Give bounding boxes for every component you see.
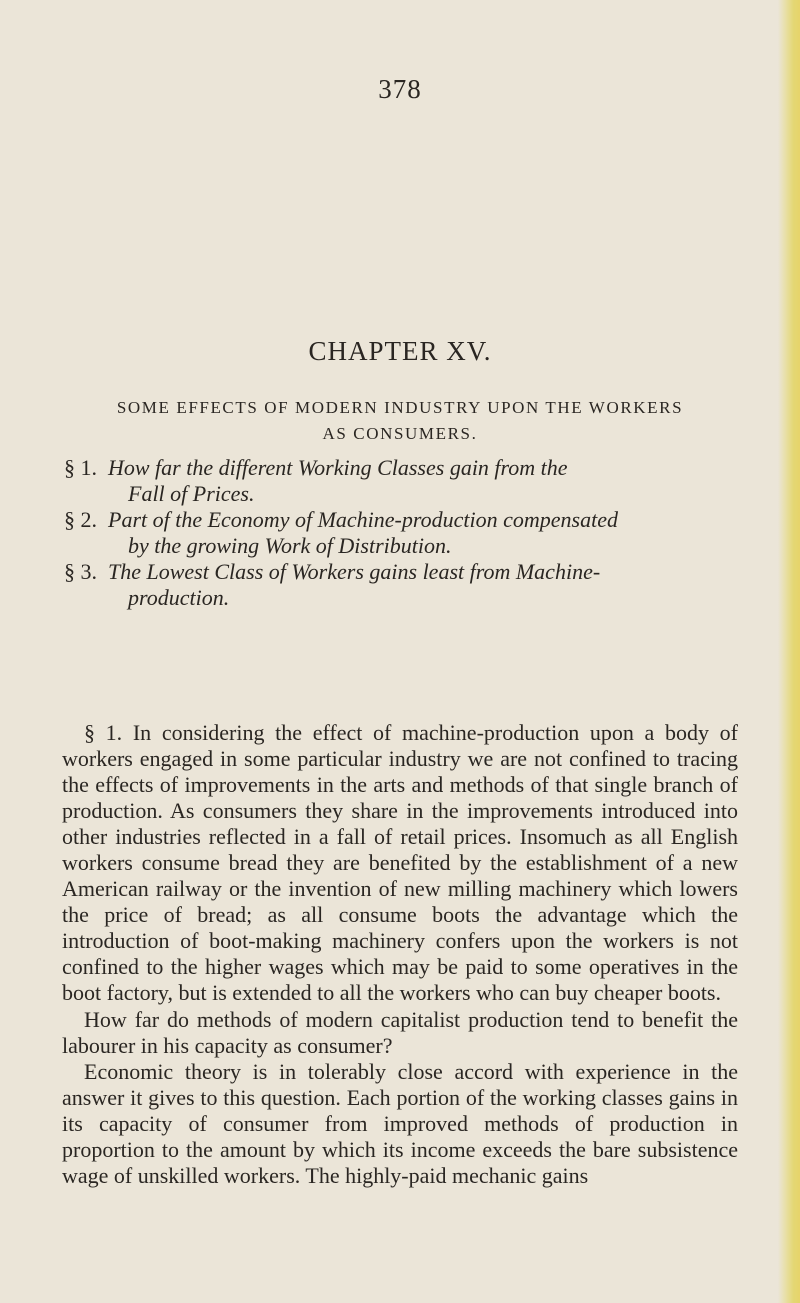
body-text — [62, 720, 738, 1189]
chapter-subtitle-line: SOME EFFECTS OF MODERN INDUSTRY UPON THE WORKERS — [116, 398, 684, 417]
synopsis-line: Part of the Economy of Machine-production compensated — [108, 507, 618, 532]
paragraph: § 1. In considering the effect of machine-production upon a body of workers engaged in some particular industry we are not confined to tracing the effects of improvements in the arts and methods of that single branch of production. As consumers they share in the improvements introduced into other industries reflected in a fall of retail prices. Insomuch as all English workers consume bread they are benefited by the establishment of a new American railway or the invention of new milling machinery which lowers the price of bread; as all consume boots the advantage which the introduction of boot-making machinery confers upon the workers is not confined to the higher wages which may be paid to some operatives in the boot factory, but is extended to all the workers who can buy cheaper boots. — [62, 720, 738, 1006]
synopsis-line: by the growing Work of Distribution. — [128, 533, 452, 558]
synopsis-text — [108, 559, 764, 611]
section-mark: § 2. — [64, 507, 97, 532]
paragraph: Economic theory is in tolerably close accord with experience in the answer it gives to this question. Each portion of the working classes gains in its capacity of consumer from improved methods of production in proportion to the amount by which its income exceeds the bare subsistence wage of unskilled workers. The highly-paid mechanic gains — [62, 1058, 738, 1188]
synopsis-line: How far the different Working Classes gain from the — [108, 455, 568, 480]
chapter-subtitle — [30, 395, 770, 447]
chapter-heading: CHAPTER XV. — [308, 336, 492, 366]
synopsis-item — [64, 507, 764, 559]
paragraph: How far do methods of modern capitalist production tend to benefit the labourer in his capacity as consumer? — [62, 1006, 738, 1058]
synopsis-line: production. — [128, 585, 230, 610]
chapter-subtitle-line: AS CONSUMERS. — [322, 424, 478, 443]
page-number: 378 — [378, 74, 422, 104]
synopsis-line: The Lowest Class of Workers gains least from Machine- — [108, 559, 601, 584]
synopsis-item — [64, 559, 764, 611]
synopsis-text — [108, 455, 764, 507]
section-mark: § 3. — [64, 559, 97, 584]
synopsis-text — [108, 507, 764, 559]
synopsis-item — [64, 455, 764, 507]
page-edge — [778, 0, 800, 1303]
synopsis-line: Fall of Prices. — [128, 481, 255, 506]
chapter-synopsis — [64, 455, 764, 611]
section-mark: § 1. — [64, 455, 97, 480]
